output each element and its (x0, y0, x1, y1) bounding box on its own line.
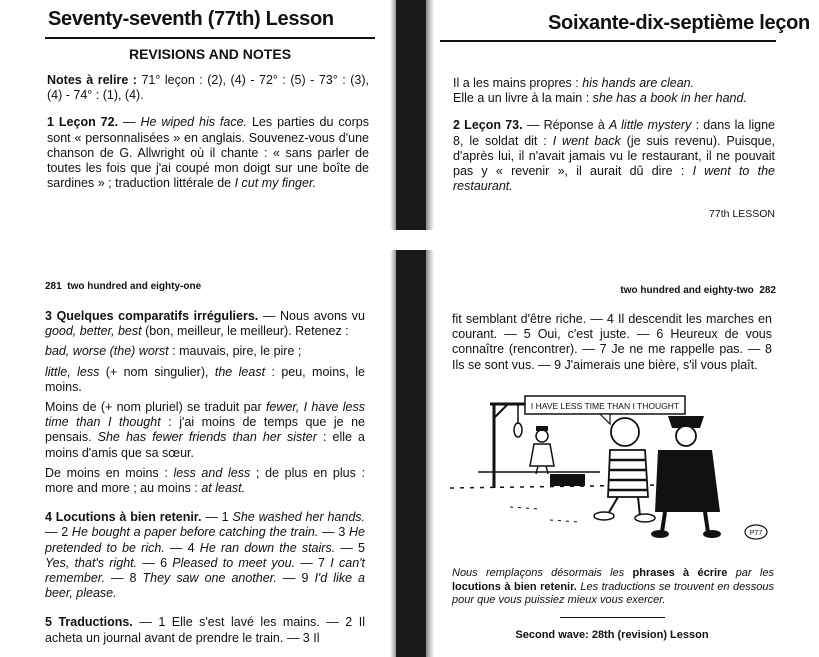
note-5: 5 Traductions. — 1 Elle s'est lavé les mains. — 2 Il acheta un journal avant de prendre le train. — 3 Il (45, 615, 366, 645)
right-top-block (453, 76, 775, 194)
cartoon-illustration (450, 392, 775, 552)
title-rule-right (440, 40, 776, 42)
footnote-rule (560, 617, 665, 618)
note-3: 3 Quelques comparatifs irréguliers. — Nous avons vu good, better, best (bon, meilleur, le meilleur). Retenez : (45, 309, 366, 339)
right-bottom-block (452, 312, 772, 373)
replacement-note: Nous remplaçons désormais les phrases à écrire par les locutions à bien retenir. Les traductions se trouvent en dessous pour que vous puissiez mieux vous exercer. (452, 567, 774, 606)
note-4: 4 Locutions à bien retenir. — 1 She washed her hands. — 2 He bought a paper before catching the train. — 3 He pretended to be rich. — 4 He ran down the stairs. — 5 Yes, that's right. — 6 Pleased to meet you. — 7 I can't remember. — 8 They saw one another. — 9 I'd like a beer, please. (45, 510, 366, 601)
second-wave-line: Second wave: 28th (revision) Lesson (515, 629, 709, 641)
page-fold-gap (0, 230, 819, 250)
notes-to-reread: Notes à relire : 71° leçon : (2), (4) - 72° : (5) - 73° : (3), (4) - 74° : (1), (4). (47, 73, 370, 103)
artist-signature: P77 (749, 530, 763, 537)
revisions-heading: REVISIONS AND NOTES (128, 46, 292, 62)
little-less-line: little, less (+ nom singulier), the least : peu, moins, le moins. (45, 364, 365, 394)
translations-continued: fit semblant d'être riche. — 4 Il descendit les marches en courant. — 5 Oui, c'est juste. — 6 Heureux de vous connaître (rencontrer). — 7 Je ne me rappelle pas. — 8 Ils se sont vus. — 9 J'aimerais une bière, s'il vous plaît. (452, 312, 772, 372)
lesson-title-french: Soixante-dix-septième leçon (548, 12, 810, 34)
title-rule-left (45, 37, 375, 39)
hands-clean-line: Il a les mains propres : his hands are clean. (453, 76, 695, 90)
speech-bubble-text: I HAVE LESS TIME THAN I THOUGHT (530, 401, 680, 411)
lesson-title-english: Seventy-seventh (77th) Lesson (48, 8, 334, 30)
lesson-signature: 77th LESSON (709, 208, 775, 220)
page-number-right: two hundred and eighty-two 282 (620, 285, 776, 296)
notes-block (47, 73, 369, 191)
note-2: 2 Leçon 73. — Réponse à A little mystery : dans la ligne 8, le soldat dit : I went back (je suis revenu). Puisque, d'après lui, il n'avait jamais vu le restaurant, il ne pouvait pas y « revenir », il aurait dû dire : I went to the restaurant. (453, 118, 775, 194)
left-bottom-block (45, 309, 365, 646)
bad-worse-line: bad, worse (the) worst : mauvais, pire, le pire ; (45, 344, 302, 359)
book-in-hand-line: Elle a un livre à la main : she has a book in her hand. (453, 91, 747, 106)
page-number-left: 281 two hundred and eighty-one (45, 281, 202, 292)
de-moins-en-moins-paragraph: De moins en moins : less and less ; de plus en plus : more and more ; au moins : at least. (45, 465, 365, 496)
book-spine-bottom (396, 250, 426, 657)
note-1: 1 Leçon 72. — He wiped his face. Les parties du corps sont « personnalisées » en anglais. Souvenez-vous d'une chanson de G. Allwright où il chante : « sans parler de toutes les fois que j'ai coupé mon doigt sur une boîte de sardines » ; traduction littérale de I cut my finger. (47, 115, 369, 191)
cartoon-drawing (450, 392, 775, 552)
book-spine-top (396, 0, 426, 230)
footnote-block (452, 567, 774, 608)
moins-de-paragraph: Moins de (+ nom pluriel) se traduit par fewer, I have less time than I thought : j'ai moins de temps que je ne pensais. She has fewer friends than her sister : elle a moins d'amis que sa sœur. (45, 400, 366, 460)
